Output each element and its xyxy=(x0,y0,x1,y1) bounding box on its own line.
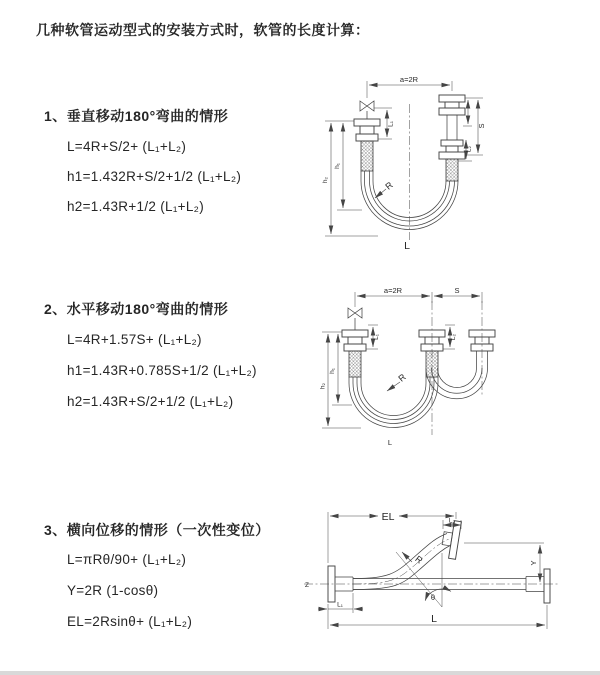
left-flange xyxy=(354,119,380,141)
radius-label: R xyxy=(413,553,425,566)
braided-hose-left xyxy=(361,141,373,171)
section-2-formula-h1: h1=1.43R+0.785S+1/2 (L₁+L₂) xyxy=(67,363,257,378)
dim-label-h1: h₁ xyxy=(329,368,336,374)
braided-hose-right xyxy=(446,159,458,181)
radius-annotation xyxy=(387,371,408,391)
hose-displaced-position xyxy=(353,534,451,590)
section-3-formula-y: Y=2R (1-cosθ) xyxy=(67,583,159,598)
section-3-formula-el: EL=2Rsinθ+ (L₁+L₂) xyxy=(67,614,193,629)
dim-h2 xyxy=(320,334,362,428)
radius-annotation xyxy=(375,179,395,198)
angle-label: θ xyxy=(430,593,436,602)
page-title: 几种软管运动型式的安装方式时，软管的长度计算： xyxy=(36,22,370,38)
braided-hose-left xyxy=(349,351,361,377)
dim-label-a2r: a=2R xyxy=(399,75,419,84)
dim-label-l-bottom: L xyxy=(404,240,410,252)
dim-label-l2: L₂ xyxy=(465,145,473,153)
valve-icon xyxy=(360,101,374,119)
dim-l xyxy=(328,601,547,629)
section-2-heading: 2、水平移动180°弯曲的情形 xyxy=(44,301,229,317)
section-3-heading: 3、横向位移的情形（一次性变位） xyxy=(44,522,270,538)
hose-u-bend-original xyxy=(349,377,438,428)
dim-label-l: L xyxy=(431,613,437,625)
dim-label-l2: L₂ xyxy=(448,517,456,525)
valve-icon xyxy=(348,308,362,330)
dim-label-h2: h₂ xyxy=(319,382,327,390)
dim-label-l2: L₂ xyxy=(450,333,457,341)
dim-label-s: S xyxy=(477,123,486,129)
dim-label-l1: L₁ xyxy=(387,121,395,127)
scan-edge xyxy=(0,671,600,675)
radius-annotation xyxy=(402,552,425,566)
dim-l2 xyxy=(443,518,461,530)
right-flanges xyxy=(439,95,465,159)
dim-label-l1: L₁ xyxy=(337,601,343,609)
dim-a2r xyxy=(355,286,482,307)
right-pipe xyxy=(447,115,457,140)
section-1-formula-l: L=4R+S/2+ (L₁+L₂) xyxy=(67,139,187,154)
dim-label-h1: h₁ xyxy=(334,163,341,169)
section-2-formula-l: L=4R+1.57S+ (L₁+L₂) xyxy=(67,332,202,347)
dim-label-el: EL xyxy=(381,511,395,523)
section-3-formula-l: L=πRθ/90+ (L₁+L₂) xyxy=(67,552,187,567)
dim-label-a2r: a=2R xyxy=(383,286,403,295)
dim-label-h2: h₂ xyxy=(322,176,329,184)
upper-flange xyxy=(440,519,461,559)
section-1-heading: 1、垂直移动180°弯曲的情形 xyxy=(44,108,229,124)
dim-label-y: Y xyxy=(529,560,538,566)
dim-l1 xyxy=(318,593,363,613)
radius-label: R xyxy=(396,371,408,384)
dim-label-s: S xyxy=(454,286,460,295)
diagram-vertical-180-bend xyxy=(308,68,592,258)
radius-label: R xyxy=(383,179,395,192)
section-1-formula-h1: h1=1.432R+S/2+1/2 (L₁+L₂) xyxy=(67,169,242,184)
diagram-lateral-displacement xyxy=(296,503,600,643)
right-flange xyxy=(544,569,550,603)
dim-h1 xyxy=(319,332,352,405)
diagram-horizontal-180-bend xyxy=(316,283,600,463)
dim-label-l-bottom: L xyxy=(387,438,393,447)
section-2-formula-h2: h2=1.43R+S/2+1/2 (L₁+L₂) xyxy=(67,394,234,409)
dim-label-l1: L₁ xyxy=(373,334,380,340)
hose-centerline xyxy=(353,539,449,584)
section-1-formula-h2: h2=1.43R+1/2 (L₁+L₂) xyxy=(67,199,205,214)
centerline-break-mark: Z xyxy=(305,582,309,589)
angle-annotation xyxy=(396,552,451,607)
left-flange xyxy=(342,330,368,351)
